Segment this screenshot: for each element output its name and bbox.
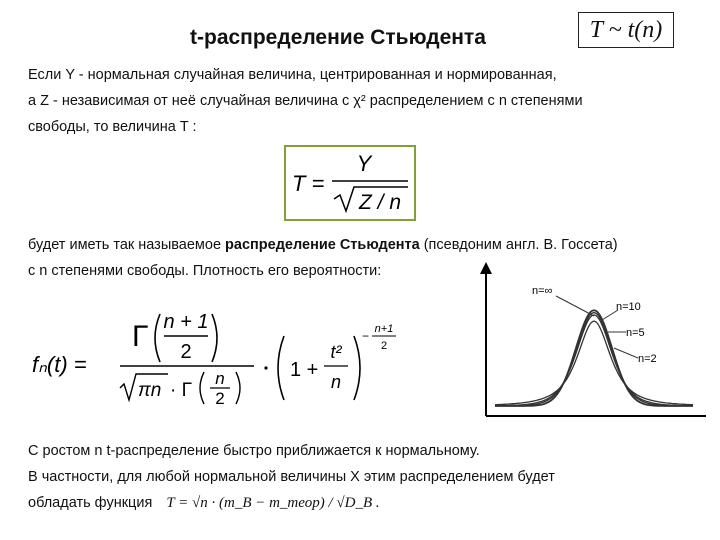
leader-n2 (614, 348, 638, 358)
paragraph-3-line-3-text: обладать функция (28, 495, 153, 511)
paragraph-1 (28, 62, 583, 140)
paren-left (155, 314, 160, 362)
final-formula: T = √n · (m_B − m_теор) / √D_B . (166, 495, 380, 511)
boxed-formula (284, 145, 416, 221)
denom-frac-num: n (215, 369, 225, 388)
paragraph-2-text-b: (псевдоним англ. В. Госсета) (419, 237, 618, 253)
distribution-graph-svg (466, 260, 710, 428)
top-formula-box: T ~ t(n) (578, 12, 674, 48)
curves-group (495, 310, 693, 406)
paragraph-1-line-2: а Z - независимая от неё случайная величина с χ² распределением с n степенями (28, 93, 583, 109)
boxed-formula-numerator: Y (356, 151, 372, 176)
curve-n5 (495, 315, 693, 406)
paragraph-1-line-1: Если Y - нормальная случайная величина, центрированная и нормированная, (28, 67, 557, 83)
student-distribution-term: распределение Стьюдента (225, 237, 420, 253)
y-axis-arrow (480, 262, 492, 274)
leader-n-inf (556, 296, 594, 316)
bracket-left (278, 336, 284, 400)
gamma-numerator: n + 1 (163, 311, 209, 333)
denom-paren-right (236, 372, 240, 404)
bracket-right (354, 336, 360, 400)
density-formula-svg (28, 300, 408, 410)
paragraph-3-line-3 (28, 490, 555, 516)
pi-n: πn (138, 380, 162, 401)
gamma-symbol: Γ (132, 320, 149, 353)
paragraph-3-line-2: В частности, для любой нормальной величины X этим распределением будет (28, 469, 555, 485)
label-n-inf: n=∞ (532, 285, 553, 297)
paragraph-2-line-1 (28, 232, 618, 258)
paragraph-1-line-3: свободы, то величина T : (28, 119, 197, 135)
boxed-formula-denominator: Z / n (358, 191, 402, 214)
denom-frac-den: 2 (215, 389, 225, 408)
distribution-graph (466, 260, 710, 433)
boxed-formula-lhs: T = (292, 171, 325, 196)
curve-n-inf (495, 310, 693, 406)
denom-paren-left (200, 372, 204, 404)
label-n10: n=10 (616, 301, 641, 313)
label-n5: n=5 (626, 327, 645, 339)
bracket-one: 1 + (290, 359, 319, 381)
paragraph-2-line-2: с n степенями свободы. Плотность его вероятности: (28, 263, 382, 279)
paragraph-3-line-1: С ростом n t-распределение быстро приближается к нормальному. (28, 443, 480, 459)
paren-right (212, 314, 217, 362)
exp-denominator: 2 (380, 340, 388, 352)
density-formula (28, 300, 408, 415)
boxed-formula-svg (286, 147, 414, 219)
page-title: t-распределение Стьюдента (190, 26, 486, 49)
t2-denominator: n (330, 372, 342, 392)
curve-n2 (495, 321, 693, 405)
paragraph-2-text-a: будет иметь так называемое (28, 237, 226, 253)
exp-sign: − (362, 329, 370, 343)
exp-numerator: n+1 (374, 323, 394, 335)
gamma-denominator: 2 (180, 341, 192, 363)
mult-dot (264, 366, 267, 369)
t-squared: t² (330, 342, 342, 362)
density-lhs: fₙ(t) = (32, 352, 87, 377)
label-n2: n=2 (638, 353, 657, 365)
paragraph-3 (28, 438, 555, 516)
curve-n10 (495, 313, 693, 406)
dot-gamma: · Γ (170, 380, 193, 401)
